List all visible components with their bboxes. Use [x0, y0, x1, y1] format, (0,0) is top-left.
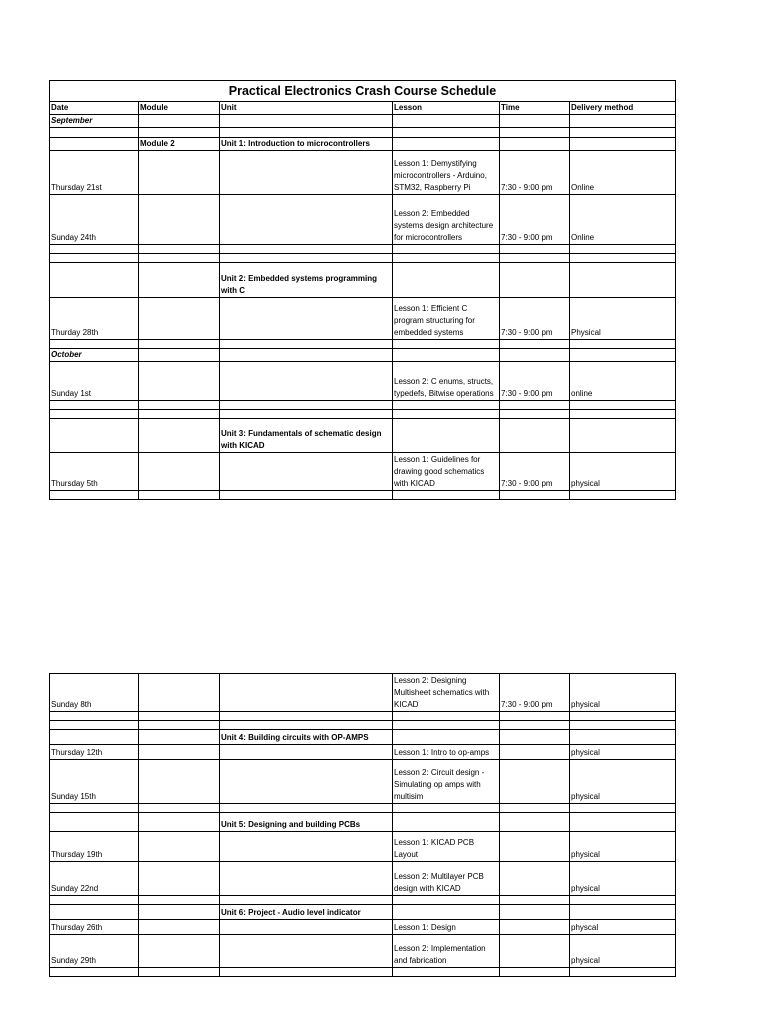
lesson-cell: Lesson 2: Circuit design - Simulating op amps with multisim	[393, 760, 500, 804]
lesson-cell	[393, 730, 500, 745]
delivery-cell	[570, 968, 676, 977]
unit-cell	[220, 115, 393, 128]
unit-cell	[220, 453, 393, 491]
date-cell	[50, 905, 139, 920]
date-cell	[50, 721, 139, 730]
delivery-cell: Online	[570, 195, 676, 245]
unit-cell	[220, 896, 393, 905]
date-cell	[50, 730, 139, 745]
delivery-cell	[570, 491, 676, 500]
delivery-cell: Physical	[570, 298, 676, 340]
time-cell	[500, 138, 570, 151]
delivery-cell	[570, 115, 676, 128]
lesson-cell	[393, 905, 500, 920]
table-row	[50, 195, 676, 245]
module-cell	[139, 263, 220, 298]
module-cell	[139, 905, 220, 920]
date-cell	[50, 712, 139, 721]
date-cell	[50, 491, 139, 500]
delivery-cell: Online	[570, 151, 676, 195]
delivery-cell	[570, 721, 676, 730]
delivery-cell: physical	[570, 832, 676, 862]
table-row	[50, 128, 676, 138]
unit-cell	[220, 128, 393, 138]
unit-cell	[220, 195, 393, 245]
lesson-cell	[393, 128, 500, 138]
header-date: Date	[50, 102, 139, 115]
time-cell	[500, 813, 570, 832]
date-cell: Thursday 21st	[50, 151, 139, 195]
date-cell: Thursday 19th	[50, 832, 139, 862]
table-row	[50, 813, 676, 832]
table-row	[50, 896, 676, 905]
table-row	[50, 935, 676, 968]
delivery-cell: physical	[570, 862, 676, 896]
delivery-cell	[570, 128, 676, 138]
table-row	[50, 410, 676, 419]
delivery-cell: physical	[570, 935, 676, 968]
lesson-cell	[393, 263, 500, 298]
table-row	[50, 491, 676, 500]
module-cell	[139, 760, 220, 804]
module-cell	[139, 362, 220, 401]
unit-cell	[220, 712, 393, 721]
date-cell: Thursday 5th	[50, 453, 139, 491]
lesson-cell	[393, 419, 500, 453]
unit-cell	[220, 760, 393, 804]
table-row	[50, 115, 676, 128]
header-module: Module	[139, 102, 220, 115]
time-cell	[500, 760, 570, 804]
lesson-cell	[393, 813, 500, 832]
time-cell: 7:30 - 9:00 pm	[500, 674, 570, 712]
delivery-cell	[570, 254, 676, 263]
time-cell	[500, 862, 570, 896]
time-cell	[500, 896, 570, 905]
time-cell: 7:30 - 9:00 pm	[500, 453, 570, 491]
time-cell	[500, 419, 570, 453]
module-cell	[139, 935, 220, 968]
unit-cell	[220, 804, 393, 813]
table-row	[50, 712, 676, 721]
lesson-cell	[393, 896, 500, 905]
delivery-cell: physical	[570, 674, 676, 712]
module-cell	[139, 245, 220, 254]
time-cell	[500, 730, 570, 745]
unit-cell	[220, 968, 393, 977]
time-cell	[500, 245, 570, 254]
table-row	[50, 151, 676, 195]
date-cell: Sunday 1st	[50, 362, 139, 401]
module-cell	[139, 674, 220, 712]
date-cell	[50, 401, 139, 410]
lesson-cell	[393, 401, 500, 410]
unit-cell	[220, 245, 393, 254]
time-cell	[500, 115, 570, 128]
table-row	[50, 745, 676, 760]
schedule-table-page-2	[49, 673, 676, 977]
table-row	[50, 263, 676, 298]
time-cell	[500, 491, 570, 500]
delivery-cell	[570, 263, 676, 298]
delivery-cell	[570, 813, 676, 832]
lesson-cell	[393, 349, 500, 362]
date-cell: Sunday 22nd	[50, 862, 139, 896]
delivery-cell: physical	[570, 760, 676, 804]
time-cell	[500, 968, 570, 977]
lesson-cell	[393, 340, 500, 349]
module-cell	[139, 745, 220, 760]
lesson-cell: Lesson 1: Intro to op-amps	[393, 745, 500, 760]
unit-cell	[220, 298, 393, 340]
unit-cell: Unit 3: Fundamentals of schematic design with KICAD	[220, 419, 393, 453]
time-cell	[500, 920, 570, 935]
header-row	[50, 102, 676, 115]
header-delivery-method: Delivery method	[570, 102, 676, 115]
lesson-cell: Lesson 2: Embedded systems design architecture for microcontrollers	[393, 195, 500, 245]
lesson-cell	[393, 804, 500, 813]
delivery-cell	[570, 730, 676, 745]
month-label: October	[50, 349, 139, 362]
date-cell	[50, 419, 139, 453]
date-cell: Sunday 24th	[50, 195, 139, 245]
date-cell: Sunday 29th	[50, 935, 139, 968]
module-cell	[139, 721, 220, 730]
month-label: September	[50, 115, 139, 128]
unit-cell: Unit 1: Introduction to microcontrollers	[220, 138, 393, 151]
table-row	[50, 254, 676, 263]
unit-cell	[220, 491, 393, 500]
delivery-cell: physical	[570, 453, 676, 491]
module-cell	[139, 419, 220, 453]
time-cell	[500, 340, 570, 349]
module-cell	[139, 128, 220, 138]
table-row	[50, 920, 676, 935]
delivery-cell: physical	[570, 745, 676, 760]
lesson-cell: Lesson 1: KICAD PCB Layout	[393, 832, 500, 862]
date-cell	[50, 968, 139, 977]
unit-cell: Unit 4: Building circuits with OP-AMPS	[220, 730, 393, 745]
header-unit: Unit	[220, 102, 393, 115]
unit-cell	[220, 832, 393, 862]
time-cell	[500, 401, 570, 410]
time-cell	[500, 128, 570, 138]
module-cell	[139, 254, 220, 263]
table-row	[50, 832, 676, 862]
delivery-cell	[570, 712, 676, 721]
time-cell	[500, 349, 570, 362]
module-cell	[139, 730, 220, 745]
date-cell: Thurday 28th	[50, 298, 139, 340]
header-time: Time	[500, 102, 570, 115]
delivery-cell	[570, 419, 676, 453]
lesson-cell: Lesson 1: Efficient C program structuring for embedded systems	[393, 298, 500, 340]
time-cell: 7:30 - 9:00 pm	[500, 298, 570, 340]
lesson-cell: Lesson 2: Designing Multisheet schematics with KICAD	[393, 674, 500, 712]
time-cell	[500, 745, 570, 760]
date-cell	[50, 128, 139, 138]
date-cell	[50, 245, 139, 254]
delivery-cell	[570, 349, 676, 362]
time-cell	[500, 254, 570, 263]
unit-cell	[220, 401, 393, 410]
module-cell	[139, 712, 220, 721]
table-row	[50, 453, 676, 491]
date-cell	[50, 896, 139, 905]
date-cell	[50, 804, 139, 813]
delivery-cell	[570, 896, 676, 905]
delivery-cell	[570, 138, 676, 151]
table-row	[50, 340, 676, 349]
module-cell	[139, 151, 220, 195]
unit-cell	[220, 349, 393, 362]
time-cell	[500, 804, 570, 813]
time-cell: 7:30 - 9:00 pm	[500, 195, 570, 245]
table-row	[50, 349, 676, 362]
lesson-cell	[393, 491, 500, 500]
time-cell	[500, 832, 570, 862]
delivery-cell	[570, 401, 676, 410]
unit-cell: Unit 6: Project - Audio level indicator	[220, 905, 393, 920]
module-cell	[139, 896, 220, 905]
lesson-cell	[393, 968, 500, 977]
lesson-cell	[393, 245, 500, 254]
module-cell	[139, 862, 220, 896]
unit-cell	[220, 920, 393, 935]
module-cell	[139, 804, 220, 813]
lesson-cell	[393, 721, 500, 730]
table-row	[50, 419, 676, 453]
unit-cell	[220, 862, 393, 896]
lesson-cell: Lesson 1: Guidelines for drawing good schematics with KICAD	[393, 453, 500, 491]
unit-cell	[220, 254, 393, 263]
module-cell: Module 2	[139, 138, 220, 151]
table-row	[50, 138, 676, 151]
lesson-cell	[393, 712, 500, 721]
module-cell	[139, 832, 220, 862]
date-cell	[50, 263, 139, 298]
unit-cell: Unit 2: Embedded systems programming with C	[220, 263, 393, 298]
unit-cell	[220, 340, 393, 349]
unit-cell	[220, 674, 393, 712]
table-row	[50, 674, 676, 712]
date-cell: Thursday 12th	[50, 745, 139, 760]
lesson-cell	[393, 254, 500, 263]
unit-cell	[220, 745, 393, 760]
time-cell	[500, 263, 570, 298]
delivery-cell: physcal	[570, 920, 676, 935]
table-row	[50, 730, 676, 745]
table-row	[50, 862, 676, 896]
date-cell: Sunday 15th	[50, 760, 139, 804]
lesson-cell: Lesson 2: Multilayer PCB design with KICAD	[393, 862, 500, 896]
lesson-cell: Lesson 2: Implementation and fabrication	[393, 935, 500, 968]
module-cell	[139, 920, 220, 935]
time-cell: 7:30 - 9:00 pm	[500, 362, 570, 401]
module-cell	[139, 410, 220, 419]
date-cell	[50, 813, 139, 832]
table-row	[50, 245, 676, 254]
table-row	[50, 362, 676, 401]
time-cell	[500, 935, 570, 968]
time-cell	[500, 905, 570, 920]
time-cell	[500, 721, 570, 730]
schedule-title: Practical Electronics Crash Course Schedule	[50, 81, 676, 102]
lesson-cell	[393, 115, 500, 128]
time-cell: 7:30 - 9:00 pm	[500, 151, 570, 195]
module-cell	[139, 491, 220, 500]
date-cell	[50, 410, 139, 419]
table-row	[50, 905, 676, 920]
delivery-cell	[570, 410, 676, 419]
delivery-cell	[570, 905, 676, 920]
table-row	[50, 721, 676, 730]
table-row	[50, 401, 676, 410]
table-row	[50, 298, 676, 340]
delivery-cell	[570, 340, 676, 349]
header-lesson: Lesson	[393, 102, 500, 115]
time-cell	[500, 712, 570, 721]
module-cell	[139, 813, 220, 832]
unit-cell	[220, 362, 393, 401]
lesson-cell: Lesson 1: Demystifying microcontrollers - Arduino, STM32, Raspberry Pi	[393, 151, 500, 195]
module-cell	[139, 453, 220, 491]
table-row	[50, 968, 676, 977]
delivery-cell	[570, 804, 676, 813]
date-cell: Thursday 26th	[50, 920, 139, 935]
unit-cell: Unit 5: Designing and building PCBs	[220, 813, 393, 832]
module-cell	[139, 968, 220, 977]
module-cell	[139, 298, 220, 340]
delivery-cell: online	[570, 362, 676, 401]
lesson-cell	[393, 410, 500, 419]
date-cell	[50, 254, 139, 263]
unit-cell	[220, 151, 393, 195]
unit-cell	[220, 410, 393, 419]
lesson-cell	[393, 138, 500, 151]
date-cell	[50, 138, 139, 151]
module-cell	[139, 401, 220, 410]
table-row	[50, 760, 676, 804]
module-cell	[139, 349, 220, 362]
unit-cell	[220, 935, 393, 968]
schedule-table-page-1	[49, 80, 676, 500]
module-cell	[139, 195, 220, 245]
module-cell	[139, 115, 220, 128]
date-cell	[50, 340, 139, 349]
lesson-cell: Lesson 2: C enums, structs, typedefs, Bitwise operations	[393, 362, 500, 401]
lesson-cell: Lesson 1: Design	[393, 920, 500, 935]
unit-cell	[220, 721, 393, 730]
time-cell	[500, 410, 570, 419]
table-row	[50, 804, 676, 813]
delivery-cell	[570, 245, 676, 254]
module-cell	[139, 340, 220, 349]
date-cell: Sunday 8th	[50, 674, 139, 712]
